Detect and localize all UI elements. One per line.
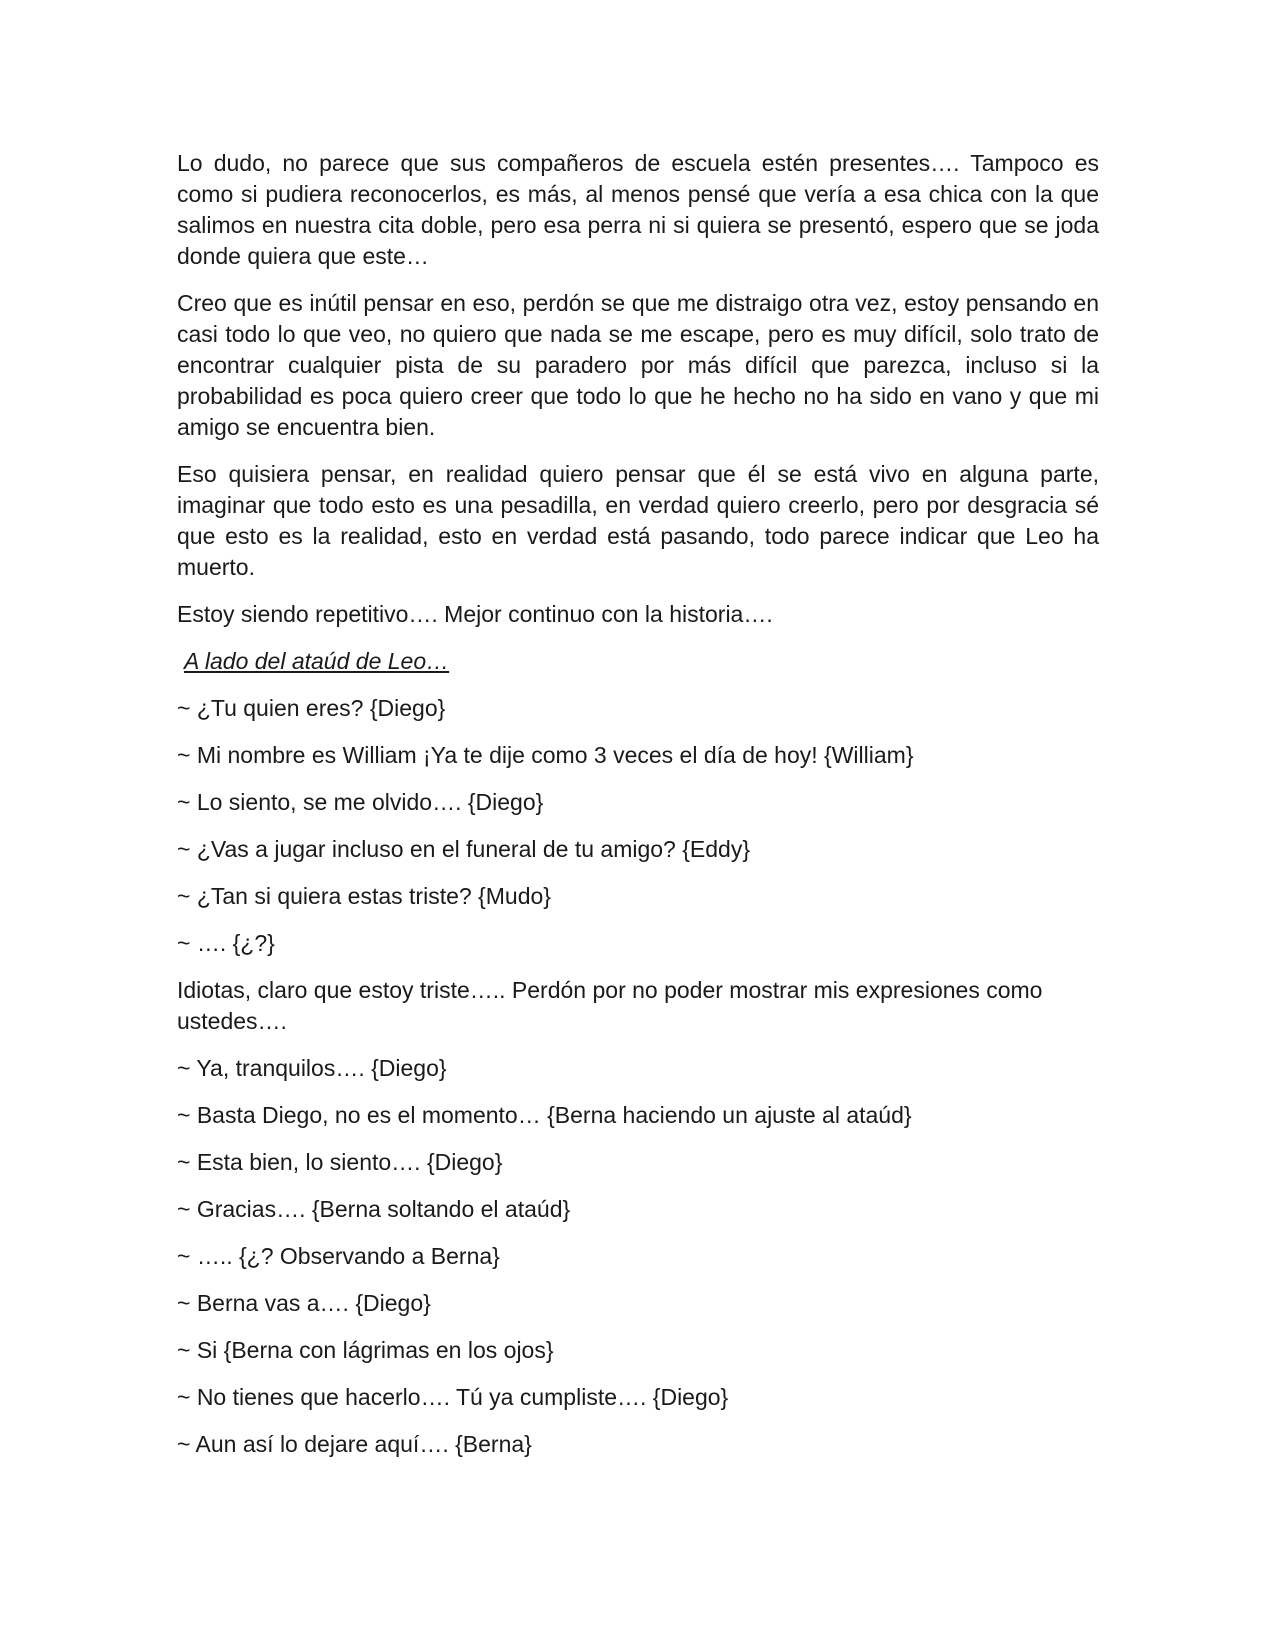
paragraph: Eso quisiera pensar, en realidad quiero pensar que él se está vivo en alguna parte, imaginar que todo esto es una pesadilla, en verdad quiero creerlo, pero por desgracia sé que esto es la realidad, esto en verdad está pasando, todo parece indicar que Leo ha muerto. <box>177 461 1099 580</box>
dialogue-line: ~ …. {¿?} <box>177 930 275 956</box>
dialogue-line: ~ Mi nombre es William ¡Ya te dije como 3 veces el día de hoy! {William} <box>177 742 914 768</box>
dialogue-line: ~ ¿Tan si quiera estas triste? {Mudo} <box>177 883 551 909</box>
dialogue-line: ~ Basta Diego, no es el momento… {Berna haciendo un ajuste al ataúd} <box>177 1102 912 1128</box>
document-page <box>177 148 1099 1476</box>
dialogue-line: ~ Lo siento, se me olvido…. {Diego} <box>177 789 544 815</box>
paragraph: Creo que es inútil pensar en eso, perdón se que me distraigo otra vez, estoy pensando en casi todo lo que veo, no quiero que nada se me escape, pero es muy difícil, solo trato de encontrar cualquier pista de su paradero por más difícil que parezca, incluso si la probabilidad es poca quiero creer que todo lo que he hecho no ha sido en vano y que mi amigo se encuentra bien. <box>177 290 1099 440</box>
dialogue-line: ~ ….. {¿? Observando a Berna} <box>177 1243 500 1269</box>
dialogue-line: ~ Berna vas a…. {Diego} <box>177 1290 431 1316</box>
dialogue-line: ~ Ya, tranquilos…. {Diego} <box>177 1055 447 1081</box>
dialogue-line: ~ ¿Tu quien eres? {Diego} <box>177 695 446 721</box>
dialogue-line: ~ Aun así lo dejare aquí…. {Berna} <box>177 1431 532 1457</box>
dialogue-line: ~ No tienes que hacerlo…. Tú ya cumpliste…. {Diego} <box>177 1384 729 1410</box>
paragraph: Lo dudo, no parece que sus compañeros de escuela estén presentes…. Tampoco es como si pudiera reconocerlos, es más, al menos pensé que vería a esa chica con la que salimos en nuestra cita doble, pero esa perra ni si quiera se presentó, espero que se joda donde quiera que este… <box>177 150 1099 269</box>
paragraph: Estoy siendo repetitivo…. Mejor continuo con la historia…. <box>177 601 773 627</box>
dialogue-line: ~ ¿Vas a jugar incluso en el funeral de tu amigo? {Eddy} <box>177 836 751 862</box>
dialogue-line: ~ Gracias…. {Berna soltando el ataúd} <box>177 1196 571 1222</box>
dialogue-line: ~ Esta bien, lo siento…. {Diego} <box>177 1149 503 1175</box>
narration-paragraph: Idiotas, claro que estoy triste….. Perdón por no poder mostrar mis expresiones como ustedes…. <box>177 977 1043 1034</box>
scene-heading: A lado del ataúd de Leo… <box>184 648 450 674</box>
dialogue-line: ~ Si {Berna con lágrimas en los ojos} <box>177 1337 554 1363</box>
